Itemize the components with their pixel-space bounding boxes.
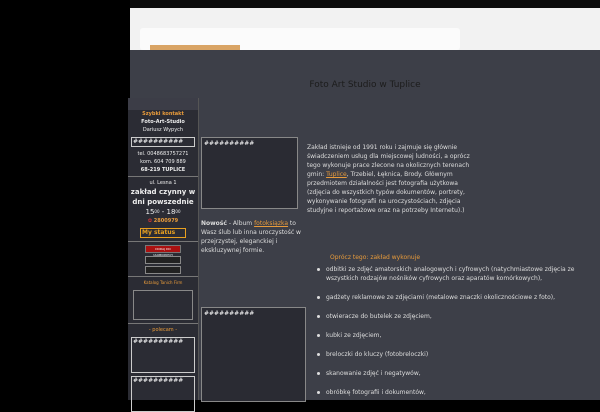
news-rest: to Wasz ślub lub inna uroczystość w przejrzystej, eleganckiej i ekskluzywnej formie. bbox=[201, 220, 301, 254]
owner-name: Dariusz Wypych bbox=[142, 127, 184, 133]
tuplice-link[interactable]: Tuplice bbox=[326, 171, 347, 178]
list-item: obróbkę fotografii i dokumentów, bbox=[322, 388, 590, 397]
street-address: ul. Lesna 1 bbox=[149, 180, 177, 186]
my-status-box[interactable]: My status bbox=[140, 228, 186, 238]
hours-from-minutes: 00 bbox=[154, 209, 160, 214]
list-item: gadżety reklamowe ze zdjęciami (metalowe znaczki okolicznościowe z foto), bbox=[322, 293, 590, 302]
sidebar bbox=[128, 98, 199, 400]
sidebar-header bbox=[128, 98, 198, 110]
add-to-favorites-button[interactable]: DODAJ DO ULUBIONYCH bbox=[145, 245, 181, 253]
recommend-box-1[interactable]: ########## bbox=[131, 337, 195, 373]
gg-status[interactable] bbox=[128, 217, 198, 225]
counter-box-1: ########## bbox=[131, 137, 195, 147]
phone-number: tel. 0048683757271 bbox=[137, 151, 189, 157]
services-list bbox=[322, 265, 590, 407]
recommend-label: - polecam - bbox=[148, 327, 178, 333]
gg-number: 2800979 bbox=[153, 218, 179, 224]
services-heading: Oprócz tego: zakład wykonuje bbox=[330, 254, 421, 261]
intro-text-2: , Trzebiel, Łęknica, Brody. Głównym przedmiotem działalności jest fotografia użytkowa (zdjęcia do wszystkich typów dokumentów, portrety, wykonywanie fotografii na uroczystościach, zdjęcia studyjne i reportażowe oraz na potrzeby Internetu).) bbox=[307, 171, 465, 214]
sidebar-input-2[interactable] bbox=[145, 266, 181, 274]
sidebar-divider bbox=[128, 241, 198, 242]
opening-label: zakład czynny w dni powszednie bbox=[130, 188, 196, 206]
studio-name: Foto-Art-Studio bbox=[141, 119, 185, 125]
sidebar-divider bbox=[128, 323, 198, 324]
photo-frame-2 bbox=[201, 307, 306, 402]
opening-hours: $15^{00} - 18^{00}$ bbox=[145, 208, 181, 216]
photobook-link[interactable]: fotoksiązka bbox=[254, 220, 289, 227]
photo-frame-1 bbox=[201, 137, 298, 209]
hours-to: 18 bbox=[166, 208, 176, 216]
catalog-label[interactable]: Katalog Tanich Firm bbox=[143, 280, 183, 285]
top-bar bbox=[130, 0, 600, 8]
hours-to-minutes: 00 bbox=[175, 209, 181, 214]
sidebar-divider bbox=[128, 176, 198, 177]
contact-title: Szybki kontakt bbox=[142, 111, 184, 117]
sidebar-divider bbox=[128, 276, 198, 277]
mobile-number: kom. 604 709 889 bbox=[140, 159, 186, 165]
news-label: Nowość bbox=[201, 220, 227, 227]
intro-text-1: Zakład istnieje od 1991 roku i zajmuje się głównie świadczeniem usług dla miejscowej ludności, a oprócz tego wykonuje prace zlecone na okolicznych terenach gmin: bbox=[307, 144, 470, 178]
postal-address: 68-219 TUPLICE bbox=[140, 167, 186, 173]
list-item: kubki ze zdjęciem, bbox=[322, 331, 590, 340]
photo-1-placeholder: ########## bbox=[204, 140, 255, 147]
photo-2-placeholder: ########## bbox=[204, 310, 255, 317]
gg-icon: ✿ bbox=[147, 218, 153, 224]
news-paragraph bbox=[201, 219, 301, 255]
list-item: skanowanie zdjęć i negatywów, bbox=[322, 369, 590, 378]
news-prefix: - Album bbox=[226, 220, 255, 227]
list-item: breloczki do kluczy (fotobreloczki) bbox=[322, 350, 590, 359]
hours-from: 15 bbox=[145, 208, 155, 216]
intro-paragraph bbox=[307, 143, 471, 215]
page-title: Foto Art Studio w Tuplice bbox=[309, 80, 421, 90]
list-item: odbitki ze zdjęć amatorskich analogowych i cyfrowych (natychmiastowe zdjęcia ze wszystkich rodzajów nośników cyfrowych oraz aparatów komórkowych), bbox=[322, 265, 590, 283]
list-item: otwieracze do butelek ze zdjęciem, bbox=[322, 312, 590, 321]
catalog-box bbox=[133, 290, 193, 320]
recommend-box-2[interactable]: ########## bbox=[131, 376, 195, 412]
